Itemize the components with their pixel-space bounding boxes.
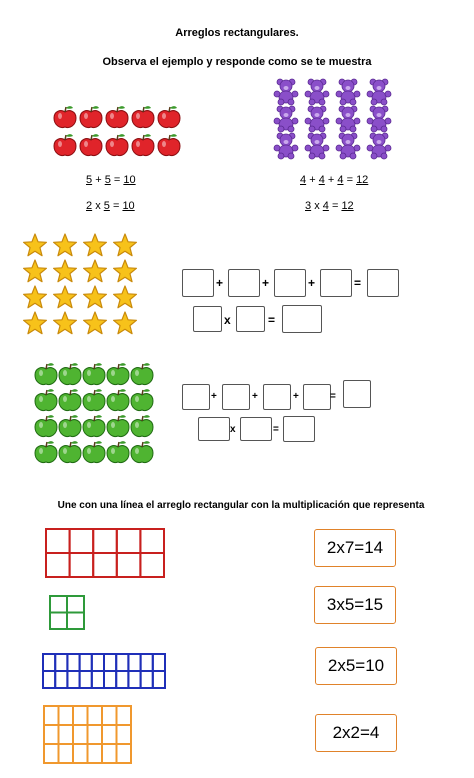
exercise-stars-array xyxy=(20,232,142,344)
example-left-product xyxy=(86,200,135,212)
factor: 4 xyxy=(322,200,329,212)
array-cell xyxy=(59,706,74,725)
product-result: 10 xyxy=(122,200,135,212)
example-red-apples-array xyxy=(52,104,187,162)
yellow-star-icon xyxy=(24,312,47,334)
sum-term: 4 xyxy=(318,174,325,186)
purple-teddy-bear-icon xyxy=(336,79,360,105)
equals-sign: = xyxy=(346,174,353,186)
plus-sign: + xyxy=(252,391,258,402)
red-apple-icon xyxy=(80,106,102,127)
green-apple-icon xyxy=(131,389,153,410)
green-apple-icon xyxy=(131,363,153,384)
array-cell xyxy=(70,529,94,553)
plus-sign: + xyxy=(262,276,270,290)
green-apple-icon xyxy=(35,415,57,436)
times-sign: x xyxy=(95,200,101,212)
purple-teddy-bear-icon xyxy=(336,106,360,132)
answer-input-box[interactable] xyxy=(283,416,315,442)
sum-term: 4 xyxy=(337,174,344,186)
purple-teddy-bear-icon xyxy=(367,133,391,159)
product-result: 12 xyxy=(341,200,354,212)
example-purple-bears-array xyxy=(270,77,395,167)
plus-sign: + xyxy=(95,174,102,186)
array-cell xyxy=(102,744,117,763)
red-apple-icon xyxy=(132,134,154,155)
array-cell xyxy=(50,596,67,613)
example-left-sum xyxy=(86,174,136,186)
plus-sign: + xyxy=(308,276,316,290)
answer-input-box[interactable] xyxy=(222,384,250,410)
array-cell xyxy=(80,654,92,671)
array-cell xyxy=(59,725,74,744)
answer-input-box[interactable] xyxy=(198,417,230,441)
answer-input-box[interactable] xyxy=(282,305,322,333)
array-cell xyxy=(73,744,88,763)
array-cell xyxy=(140,529,164,553)
purple-teddy-bear-icon xyxy=(305,133,329,159)
array-cell xyxy=(46,529,70,553)
factor: 3 xyxy=(305,200,312,212)
answer-card-3x5[interactable]: 3x5=15 xyxy=(314,586,396,624)
array-cell xyxy=(44,725,59,744)
equals-sign: = xyxy=(273,424,279,435)
array-cell xyxy=(46,553,70,577)
purple-teddy-bear-icon xyxy=(305,106,329,132)
rect-array-2x10[interactable] xyxy=(41,652,167,690)
yellow-star-icon xyxy=(54,312,77,334)
yellow-star-icon xyxy=(114,260,137,282)
equals-sign: = xyxy=(354,276,362,290)
purple-teddy-bear-icon xyxy=(274,79,298,105)
array-cell xyxy=(116,654,128,671)
sum-result: 10 xyxy=(123,174,136,186)
array-cell xyxy=(55,671,67,688)
array-cell xyxy=(67,596,84,613)
times-sign: x xyxy=(314,200,320,212)
red-apple-icon xyxy=(132,106,154,127)
yellow-star-icon xyxy=(114,234,137,256)
times-sign: x xyxy=(224,313,231,327)
green-apple-icon xyxy=(107,389,129,410)
plus-sign: + xyxy=(309,174,316,186)
plus-sign: + xyxy=(216,276,224,290)
answer-input-box[interactable] xyxy=(367,269,399,297)
array-cell xyxy=(43,654,55,671)
array-cell xyxy=(67,671,79,688)
green-apple-icon xyxy=(59,441,81,462)
answer-input-box[interactable] xyxy=(182,269,214,297)
plus-sign: + xyxy=(211,391,217,402)
red-apple-icon xyxy=(54,106,76,127)
factor: 5 xyxy=(103,200,110,212)
purple-teddy-bear-icon xyxy=(367,79,391,105)
array-cell xyxy=(92,671,104,688)
green-apple-icon xyxy=(59,415,81,436)
yellow-star-icon xyxy=(24,234,47,256)
answer-input-box[interactable] xyxy=(240,417,272,441)
rect-array-2x2[interactable] xyxy=(48,594,86,631)
yellow-star-icon xyxy=(54,260,77,282)
array-cell xyxy=(44,744,59,763)
equals-sign: = xyxy=(331,200,339,212)
array-cell xyxy=(104,671,116,688)
array-cell xyxy=(93,553,117,577)
array-cell xyxy=(116,671,128,688)
green-apple-icon xyxy=(83,389,105,410)
yellow-star-icon xyxy=(114,312,137,334)
green-apple-icon xyxy=(131,415,153,436)
sum-term: 4 xyxy=(300,174,307,186)
green-apple-icon xyxy=(35,441,57,462)
array-cell xyxy=(140,553,164,577)
array-cell xyxy=(102,725,117,744)
answer-input-box[interactable] xyxy=(274,269,306,297)
array-cell xyxy=(141,671,153,688)
equals-sign: = xyxy=(330,391,336,402)
equals-sign: = xyxy=(268,313,276,327)
array-cell xyxy=(128,671,140,688)
answer-card-2x5[interactable]: 2x5=10 xyxy=(315,647,397,685)
array-cell xyxy=(88,706,103,725)
array-cell xyxy=(67,613,84,630)
red-apple-icon xyxy=(158,134,180,155)
array-cell xyxy=(44,706,59,725)
array-cell xyxy=(153,671,165,688)
array-cell xyxy=(117,725,132,744)
red-apple-icon xyxy=(106,134,128,155)
matching-instruction: Une con una línea el arreglo rectangular con la multiplicación que representa xyxy=(57,500,425,511)
rect-array-2x5[interactable] xyxy=(44,527,166,579)
array-cell xyxy=(92,654,104,671)
array-cell xyxy=(128,654,140,671)
equals-sign: = xyxy=(112,200,120,212)
array-cell xyxy=(43,671,55,688)
array-cell xyxy=(88,725,103,744)
answer-input-box[interactable] xyxy=(343,380,371,408)
exercise-green-apples-array xyxy=(35,362,155,466)
purple-teddy-bear-icon xyxy=(336,133,360,159)
worksheet-title: Arreglos rectangulares. xyxy=(175,27,299,39)
green-apple-icon xyxy=(35,389,57,410)
green-apple-icon xyxy=(59,363,81,384)
array-cell xyxy=(104,654,116,671)
example-right-product xyxy=(305,200,354,212)
yellow-star-icon xyxy=(54,286,77,308)
times-sign: x xyxy=(230,424,236,435)
array-cell xyxy=(153,654,165,671)
sum-result: 12 xyxy=(356,174,369,186)
answer-input-box[interactable] xyxy=(303,384,331,410)
green-apple-icon xyxy=(107,415,129,436)
red-apple-icon xyxy=(106,106,128,127)
yellow-star-icon xyxy=(84,234,107,256)
array-cell xyxy=(117,553,141,577)
yellow-star-icon xyxy=(54,234,77,256)
example-right-sum xyxy=(300,174,368,186)
purple-teddy-bear-icon xyxy=(274,133,298,159)
array-cell xyxy=(55,654,67,671)
answer-card-2x2[interactable]: 2x2=4 xyxy=(315,714,397,752)
answer-input-box[interactable] xyxy=(228,269,260,297)
array-cell xyxy=(117,706,132,725)
rect-array-3x6[interactable] xyxy=(42,704,133,765)
array-cell xyxy=(141,654,153,671)
purple-teddy-bear-icon xyxy=(367,106,391,132)
red-apple-icon xyxy=(158,106,180,127)
purple-teddy-bear-icon xyxy=(274,106,298,132)
yellow-star-icon xyxy=(84,286,107,308)
array-cell xyxy=(88,744,103,763)
array-cell xyxy=(117,529,141,553)
answer-input-box[interactable] xyxy=(263,384,291,410)
equals-sign: = xyxy=(113,174,121,186)
yellow-star-icon xyxy=(84,312,107,334)
factor: 2 xyxy=(86,200,93,212)
green-apple-icon xyxy=(107,363,129,384)
array-cell xyxy=(93,529,117,553)
answer-card-2x7[interactable]: 2x7=14 xyxy=(314,529,396,567)
yellow-star-icon xyxy=(24,286,47,308)
answer-input-box[interactable] xyxy=(236,306,265,332)
purple-teddy-bear-icon xyxy=(305,79,329,105)
array-cell xyxy=(67,654,79,671)
array-cell xyxy=(50,613,67,630)
green-apple-icon xyxy=(35,363,57,384)
answer-input-box[interactable] xyxy=(193,306,222,332)
green-apple-icon xyxy=(83,363,105,384)
array-cell xyxy=(80,671,92,688)
green-apple-icon xyxy=(131,441,153,462)
yellow-star-icon xyxy=(114,286,137,308)
array-cell xyxy=(70,553,94,577)
yellow-star-icon xyxy=(24,260,47,282)
green-apple-icon xyxy=(83,441,105,462)
red-apple-icon xyxy=(54,134,76,155)
sum-term: 5 xyxy=(86,174,93,186)
worksheet-instruction: Observa el ejemplo y responde como se te muestra xyxy=(102,56,372,68)
plus-sign: + xyxy=(293,391,299,402)
array-cell xyxy=(117,744,132,763)
plus-sign: + xyxy=(327,174,335,186)
answer-input-box[interactable] xyxy=(182,384,210,410)
green-apple-icon xyxy=(59,389,81,410)
green-apple-icon xyxy=(83,415,105,436)
sum-term: 5 xyxy=(104,174,111,186)
answer-input-box[interactable] xyxy=(320,269,352,297)
red-apple-icon xyxy=(80,134,102,155)
array-cell xyxy=(73,725,88,744)
array-cell xyxy=(59,744,74,763)
array-cell xyxy=(73,706,88,725)
array-cell xyxy=(102,706,117,725)
green-apple-icon xyxy=(107,441,129,462)
yellow-star-icon xyxy=(84,260,107,282)
